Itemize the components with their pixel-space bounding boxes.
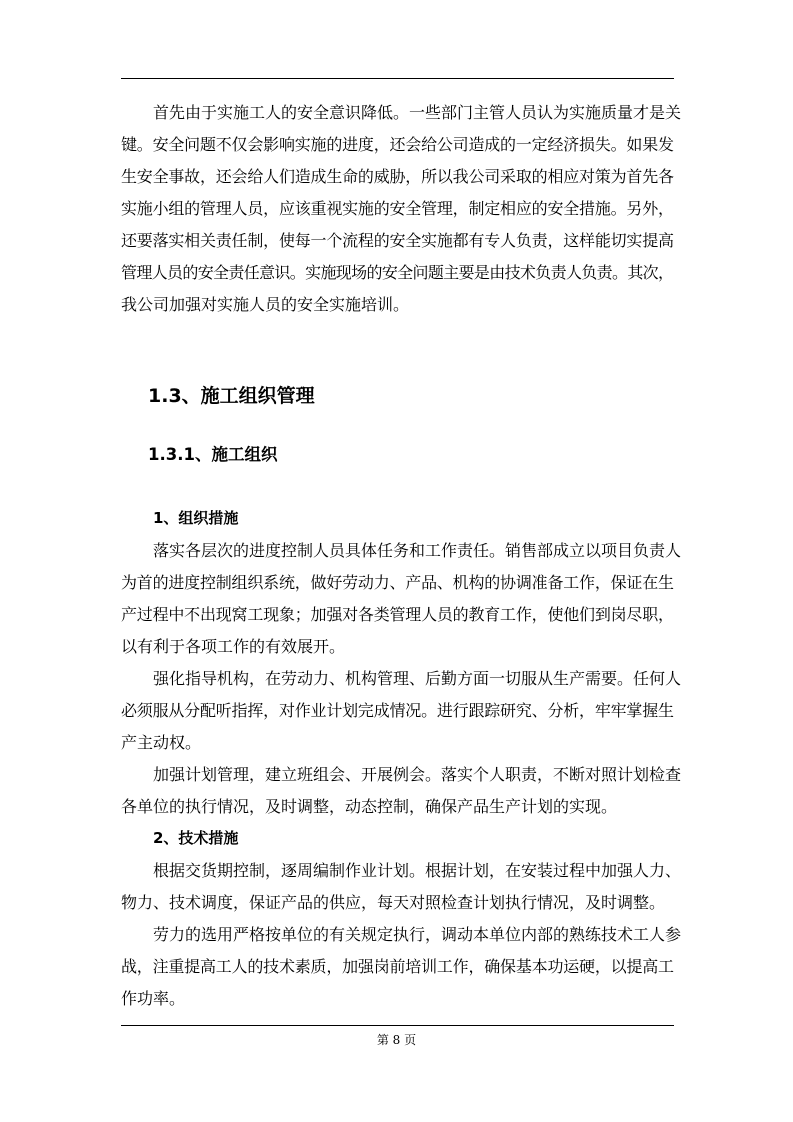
header-rule: [121, 78, 674, 79]
paragraph-tech-1: [121, 855, 682, 919]
footer-rule: [121, 1025, 674, 1026]
page-number: 第 8 页: [376, 1033, 417, 1047]
text-line: 劳力的选用严格按单位的有关规定执行，调动本单位内部的熟练技术工人参: [153, 925, 682, 944]
text-line: 生安全事故，还会给人们造成生命的威胁，所以我公司采取的相应对策为首先各: [121, 167, 674, 186]
text-line: 加强计划管理，建立班组会、开展例会。落实个人职责，不断对照计划检查: [153, 765, 682, 784]
text-line: 落实各层次的进度控制人员具体任务和工作责任。销售部成立以项目负责人: [153, 541, 682, 560]
text-line: 战，注重提高工人的技术素质，加强岗前培训工作，确保基本功运硬，以提高工: [121, 957, 674, 976]
paragraph-org-2: [121, 663, 682, 759]
text-line: 管理人员的安全责任意识。实施现场的安全问题主要是由技术负责人负责。其次，: [121, 263, 674, 282]
text-line: 产过程中不出现窝工现象；加强对各类管理人员的教育工作，使他们到岗尽职，: [121, 605, 674, 624]
text-line: 作功率。: [121, 989, 186, 1008]
heading-1-3-1: 1.3.1、施工组织: [148, 445, 278, 464]
text-line: 以有利于各项工作的有效展开。: [121, 637, 346, 656]
text-line: 键。安全问题不仅会影响实施的进度，还会给公司造成的一定经济损失。如果发: [121, 135, 674, 154]
text-line: 产主动权。: [121, 733, 202, 752]
text-line: 各单位的执行情况，及时调整，动态控制，确保产品生产计划的实现。: [121, 797, 618, 816]
text-line: 我公司加强对实施人员的安全实施培训。: [121, 295, 410, 314]
text-line: 还要落实相关责任制，使每一个流程的安全实施都有专人负责，这样能切实提高: [121, 231, 674, 250]
paragraph-org-1: [121, 535, 682, 663]
text-line: 根据交货期控制，逐周编制作业计划。根据计划，在安装过程中加强人力、: [153, 861, 682, 880]
text-line: 物力、技术调度，保证产品的供应，每天对照检查计划执行情况，及时调整。: [121, 893, 666, 912]
heading-1-3: 1.3、施工组织管理: [148, 385, 315, 407]
heading-technical-measures: 2、技术措施: [153, 829, 239, 847]
text-line: 首先由于实施工人的安全意识降低。一些部门主管人员认为实施质量才是关: [153, 103, 682, 122]
paragraph-org-3: [121, 759, 682, 823]
heading-organization-measures: 1、组织措施: [153, 509, 239, 527]
text-line: 强化指导机构，在劳动力、机构管理、后勤方面一切服从生产需要。任何人: [153, 669, 682, 688]
text-line: 实施小组的管理人员，应该重视实施的安全管理，制定相应的安全措施。另外，: [121, 199, 674, 218]
paragraph-safety: [121, 97, 682, 321]
text-line: 为首的进度控制组织系统，做好劳动力、产品、机构的协调准备工作，保证在生: [121, 573, 674, 592]
text-line: 必须服从分配听指挥，对作业计划完成情况。进行跟踪研究、分析，牢牢掌握生: [121, 701, 674, 720]
paragraph-tech-2: [121, 919, 682, 1015]
